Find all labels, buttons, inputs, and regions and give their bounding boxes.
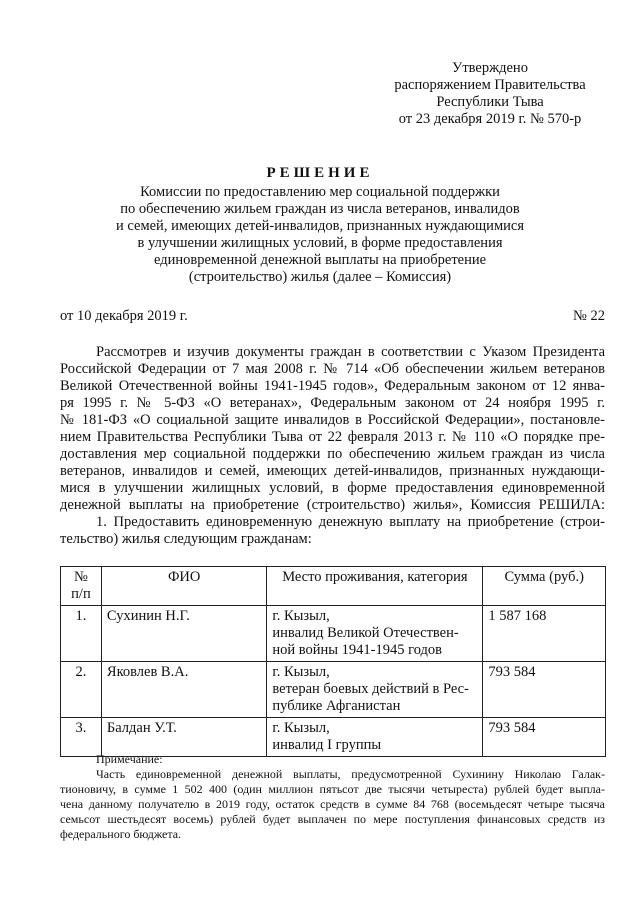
decision-number: № 22 (573, 308, 605, 324)
table-row (61, 606, 606, 662)
note-line: чена данному получателю в 2019 году, остаток средств в сумме 84 768 (восемьдесят четыре тысяча (60, 797, 605, 811)
place-line: инвалид I группы (272, 737, 382, 753)
approval-line: Утверждено (452, 60, 528, 76)
decision-date: от 10 декабря 2019 г. (60, 308, 188, 324)
note-line: Часть единовременной денежной выплаты, предусмотренной Сухинину Николаю Галак- (96, 767, 605, 781)
body-line: тельство) жилья следующим гражданам: (60, 531, 312, 547)
header-place: Место проживания, категория (267, 567, 483, 606)
cell-place (267, 662, 483, 718)
header-num-line: № (74, 569, 88, 585)
cell-num: 2. (61, 662, 102, 718)
cell-place (267, 718, 483, 757)
cell-sum: 793 584 (483, 662, 606, 718)
approval-stamp (380, 60, 600, 128)
note-line: тионовичу, в сумме 1 502 400 (один миллион пятьсот две тысячи четыреста) рублей будет выпла- (60, 782, 605, 796)
note-line: федерального бюджета. (60, 827, 182, 841)
cell-name: Сухинин Н.Г. (101, 606, 266, 662)
table-header-row (61, 567, 606, 606)
approval-line: от 23 декабря 2019 г. № 570-р (398, 111, 582, 127)
table-row (61, 718, 606, 757)
body-paragraph (60, 344, 605, 548)
commission-line: в улучшении жилищных условий, в форме предоставления (137, 235, 503, 251)
footnote (60, 752, 605, 842)
cell-name: Балдан У.Т. (101, 718, 266, 757)
header-num-line: п/п (71, 586, 91, 602)
approval-line: распоряжением Правительства (394, 77, 586, 93)
note-heading: Примечание: (96, 752, 163, 766)
body-line: № 181-ФЗ «О социальной защите инвалидов в Российской Федерации», постановле- (60, 412, 605, 428)
cell-num: 3. (61, 718, 102, 757)
body-line: 1. Предоставить единовременную денежную выплату на приобретение (строи- (96, 514, 605, 530)
header-name: ФИО (101, 567, 266, 606)
body-line: Рассмотрев и изучив документы граждан в соответствии с Указом Президента (96, 344, 605, 360)
commission-line: Комиссии по предоставлению мер социальной поддержки (140, 184, 500, 200)
header-num (61, 567, 102, 606)
header-sum: Сумма (руб.) (483, 567, 606, 606)
place-line: г. Кызыл, (272, 664, 330, 680)
body-line: ветеранов, инвалидов и семей, имеющих детей-инвалидов, признанных нуждающи- (60, 463, 605, 479)
body-line: Российской Федерации от 7 мая 2008 г. № 714 «Об обеспечении жильем ветеранов (60, 361, 605, 377)
place-line: инвалид Великой Отечествен- (272, 625, 459, 641)
place-line: ветеран боевых действий в Рес- (272, 681, 469, 697)
place-line: г. Кызыл, (272, 720, 330, 736)
table-row (61, 662, 606, 718)
body-line: Великой Отечественной войны 1941-1945 годов», Федеральным законом от 12 янва- (60, 378, 605, 394)
note-line: семьсот шестьдесят восемь) рублей будет выплачен по мере поступления финансовых средств из (60, 812, 605, 826)
body-line: доставления мер социальной поддержки по обеспечению жильем граждан из числа (60, 446, 605, 462)
cell-num: 1. (61, 606, 102, 662)
place-line: г. Кызыл, (272, 608, 330, 624)
cell-sum: 1 587 168 (483, 606, 606, 662)
body-line: нием Правительства Республики Тыва от 22 февраля 2013 г. № 110 «О порядке пре- (60, 429, 605, 445)
approval-line: Республики Тыва (436, 94, 544, 110)
commission-line: по обеспечению жильем граждан из числа ветеранов, инвалидов (120, 201, 520, 217)
commission-line: (строительство) жилья (далее – Комиссия) (188, 269, 452, 285)
cell-sum: 793 584 (483, 718, 606, 757)
body-line: денежной выплаты на приобретение (строительство) жилья», Комиссия РЕШИЛА: (60, 497, 605, 513)
decision-date-row (60, 308, 605, 325)
commission-name (60, 184, 580, 286)
place-line: ной войны 1941-1945 годов (272, 642, 443, 658)
recipients-table (60, 566, 606, 757)
body-line: мися в улучшении жилищных условий, в форме предоставления единовременной (60, 480, 605, 496)
cell-name: Яковлев В.А. (101, 662, 266, 718)
commission-line: и семей, имеющих детей-инвалидов, признанных нуждающимися (116, 218, 524, 234)
body-line: ря 1995 г. № 5-ФЗ «О ветеранах», Федеральным законом от 24 ноября 1995 г. (60, 395, 605, 411)
decision-title: РЕШЕНИЕ (266, 165, 374, 181)
place-line: публике Афганистан (272, 698, 401, 714)
commission-line: единовременной денежной выплаты на приобретение (153, 252, 487, 268)
cell-place (267, 606, 483, 662)
